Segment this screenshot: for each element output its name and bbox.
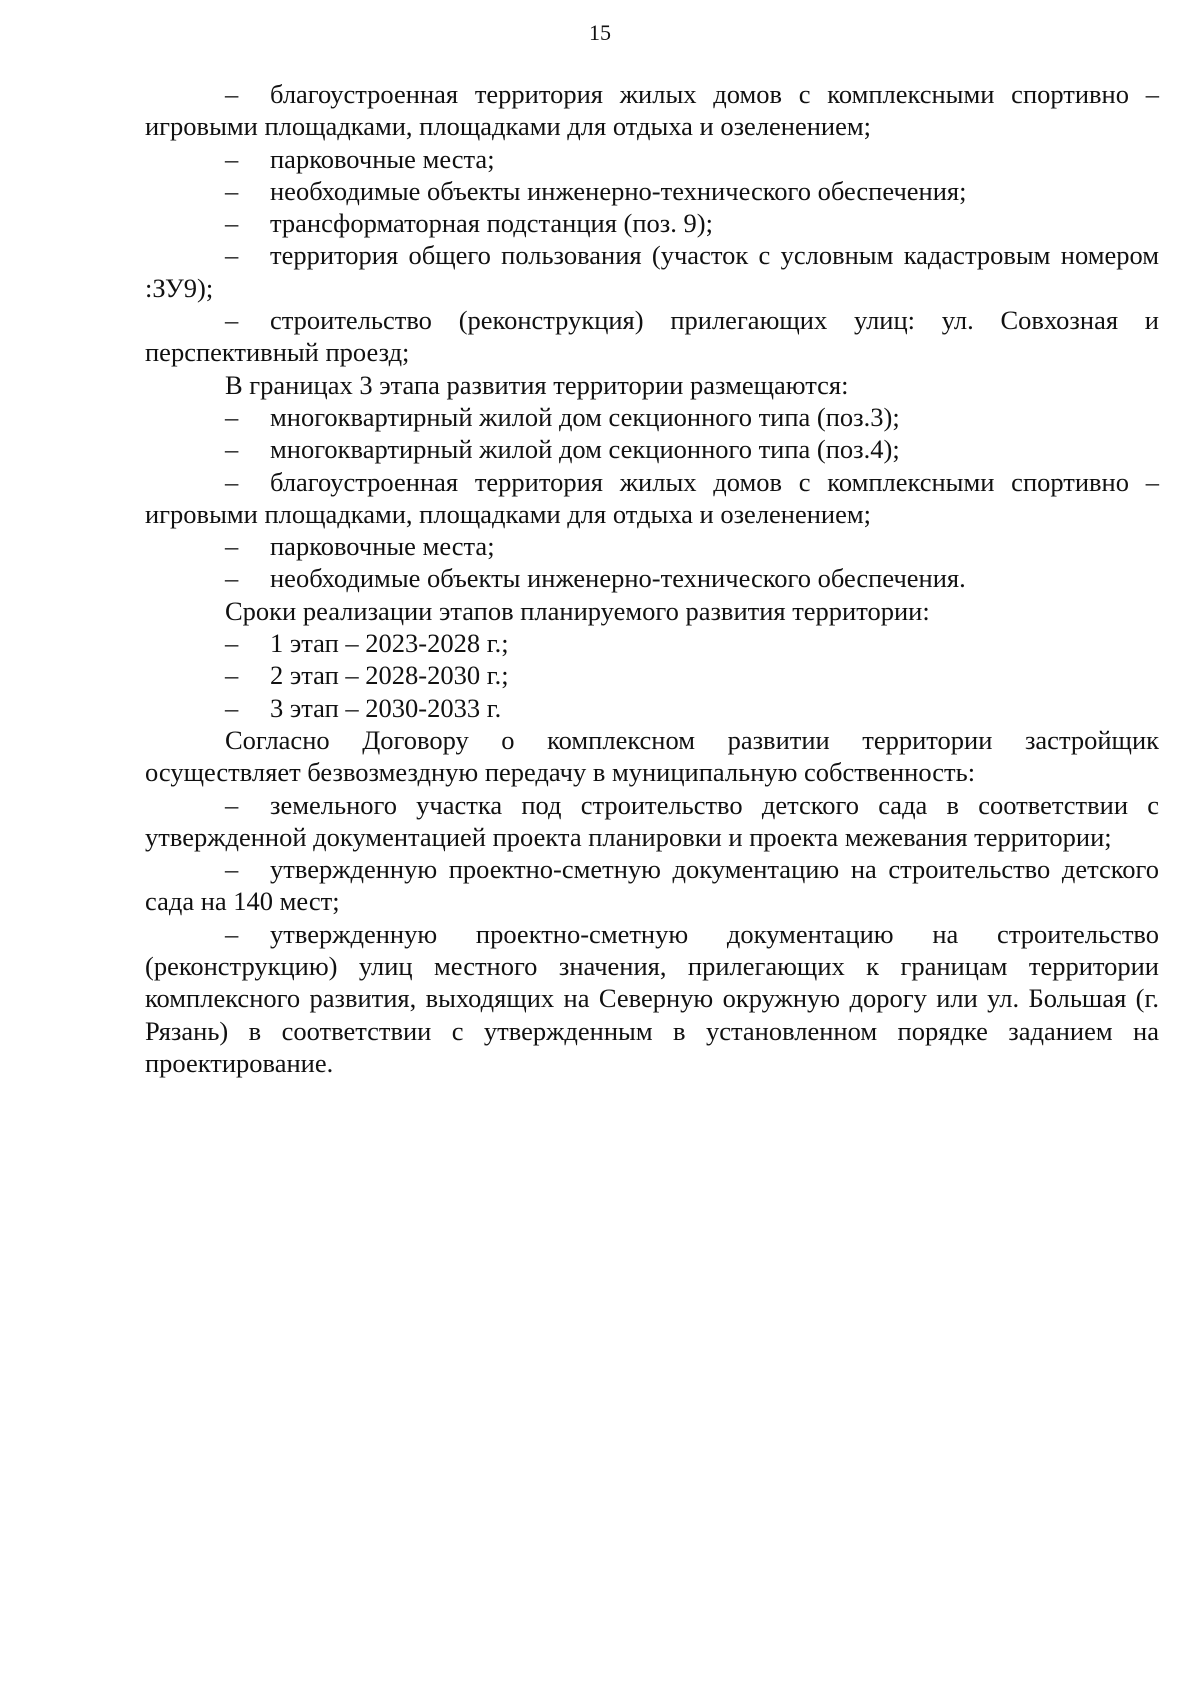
paragraph-17 bbox=[145, 724, 1159, 789]
paragraph-8 bbox=[145, 401, 1159, 433]
paragraph-14 bbox=[145, 627, 1159, 659]
paragraph-18 bbox=[145, 789, 1159, 854]
list-dash: – bbox=[225, 401, 239, 432]
paragraph-4 bbox=[145, 207, 1159, 239]
paragraph-text: земельного участка под строительство детского сада в соответствии с утвержденной документацией проекта планировки и проекта межевания территории; bbox=[145, 789, 1159, 852]
list-dash: – bbox=[225, 240, 239, 271]
paragraph-11 bbox=[145, 530, 1159, 562]
paragraph-text: Сроки реализации этапов планируемого развития территории: bbox=[225, 595, 930, 626]
list-dash: – bbox=[225, 466, 239, 497]
paragraph-1 bbox=[145, 78, 1159, 143]
paragraph-3 bbox=[145, 175, 1159, 207]
paragraph-text: Согласно Договору о комплексном развитии территории застройщик осуществляет безвозмездную передачу в муниципальную собственность: bbox=[145, 724, 1159, 788]
list-dash: – bbox=[225, 175, 239, 206]
paragraph-text: многоквартирный жилой дом секционного типа (поз.3); bbox=[270, 401, 900, 432]
paragraph-12 bbox=[145, 562, 1159, 594]
paragraph-text: 3 этап – 2030-2033 г. bbox=[270, 692, 502, 723]
paragraph-7 bbox=[145, 369, 1159, 401]
list-dash: – bbox=[225, 143, 239, 174]
page-number: 15 bbox=[589, 20, 611, 45]
paragraph-text: благоустроенная территория жилых домов с комплексными спортивно – игровыми площадками, площадками для отдыха и озеленением; bbox=[145, 79, 1159, 142]
list-dash: – bbox=[225, 208, 239, 239]
paragraph-text: трансформаторная подстанция (поз. 9); bbox=[270, 208, 713, 239]
paragraph-16 bbox=[145, 692, 1159, 724]
list-dash: – bbox=[225, 660, 239, 691]
paragraph-text: многоквартирный жилой дом секционного типа (поз.4); bbox=[270, 434, 900, 465]
list-dash: – bbox=[225, 305, 239, 336]
paragraph-text: утвержденную проектно-сметную документацию на строительство (реконструкцию) улиц местного значения, прилегающих к границам территории комплексного развития, выходящих на Северную окружную дорогу или ул. Большая (г. Рязань) в соответствии с утвержденным в установленном порядке заданием на проектирование. bbox=[145, 918, 1159, 1078]
paragraph-20 bbox=[145, 918, 1159, 1079]
paragraph-9 bbox=[145, 433, 1159, 465]
paragraph-text: необходимые объекты инженерно-технического обеспечения. bbox=[270, 563, 966, 594]
paragraph-text: парковочные места; bbox=[270, 531, 495, 562]
paragraph-text: В границах 3 этапа развития территории размещаются: bbox=[225, 369, 849, 400]
paragraph-13 bbox=[145, 595, 1159, 627]
paragraph-text: утвержденную проектно-сметную документацию на строительство детского сада на 140 мест; bbox=[145, 854, 1159, 917]
paragraph-text: территория общего пользования (участок с условным кадастровым номером :ЗУ9); bbox=[145, 240, 1159, 303]
list-dash: – bbox=[225, 692, 239, 723]
paragraph-text: благоустроенная территория жилых домов с комплексными спортивно – игровыми площадками, площадками для отдыха и озеленением; bbox=[145, 466, 1159, 529]
paragraph-15 bbox=[145, 659, 1159, 691]
list-dash: – bbox=[225, 789, 239, 820]
paragraph-text: 1 этап – 2023-2028 г.; bbox=[270, 628, 509, 659]
list-dash: – bbox=[225, 563, 239, 594]
paragraph-text: 2 этап – 2028-2030 г.; bbox=[270, 660, 509, 691]
paragraph-text: строительство (реконструкция) прилегающих улиц: ул. Совхозная и перспективный проезд; bbox=[145, 305, 1159, 368]
paragraph-2 bbox=[145, 143, 1159, 175]
paragraph-text: необходимые объекты инженерно-технического обеспечения; bbox=[270, 175, 967, 206]
list-dash: – bbox=[225, 918, 239, 949]
list-dash: – bbox=[225, 854, 239, 885]
paragraph-10 bbox=[145, 466, 1159, 531]
list-dash: – bbox=[225, 434, 239, 465]
paragraph-5 bbox=[145, 239, 1159, 304]
list-dash: – bbox=[225, 628, 239, 659]
paragraph-19 bbox=[145, 853, 1159, 918]
list-dash: – bbox=[225, 531, 239, 562]
list-dash: – bbox=[225, 79, 239, 109]
document-body bbox=[145, 78, 1159, 1079]
paragraph-6 bbox=[145, 304, 1159, 369]
paragraph-text: парковочные места; bbox=[270, 143, 495, 174]
